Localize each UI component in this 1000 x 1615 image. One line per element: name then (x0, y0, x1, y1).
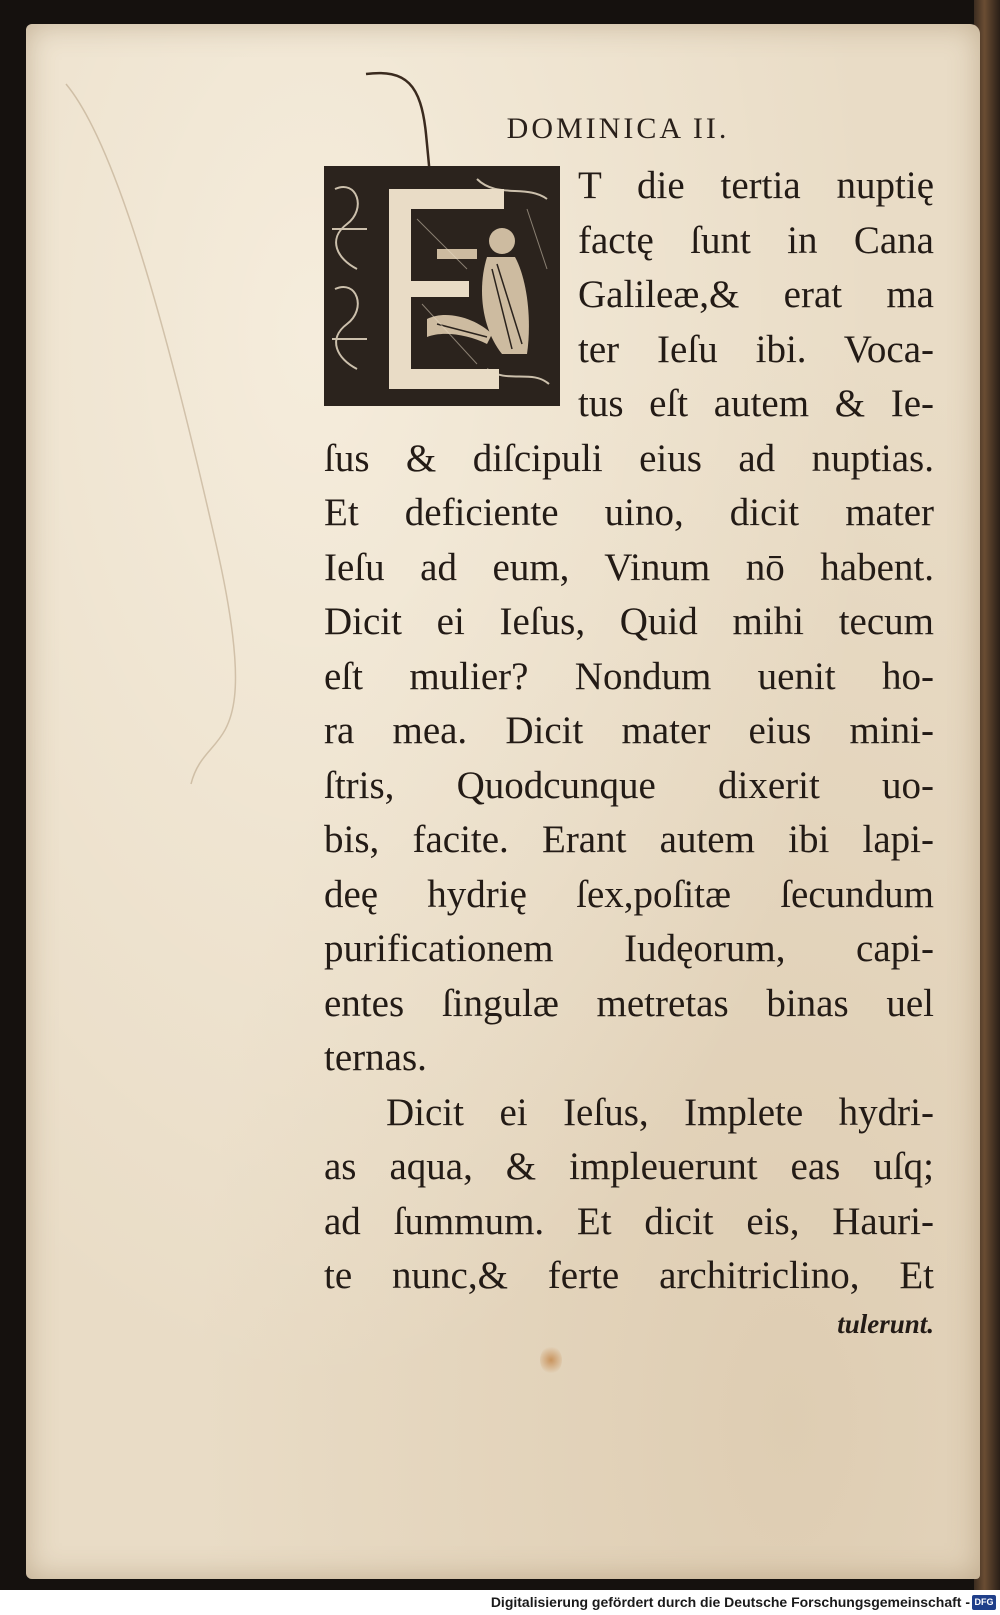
text-line-6: ſus & diſcipuli eius ad nuptias. (324, 436, 934, 480)
text-line-10: eſt mulier? Nondum uenit ho- (324, 654, 934, 698)
text-line-18: Dicit ei Ieſus, Implete hydri- (386, 1090, 934, 1134)
digitization-footer (0, 1590, 1000, 1615)
text-line-4: ter Ieſu ibi. Voca- (578, 327, 934, 371)
paper-stain (540, 1346, 562, 1374)
text-line-8: Ieſu ad eum, Vinum nō habent. (324, 545, 934, 589)
catchword: tulerunt. (837, 1308, 934, 1339)
text-line-15: purificationem Iudęorum, capi- (324, 927, 934, 970)
text-line-19: as aqua, & impleuerunt eas uſq; (324, 1145, 934, 1188)
text-line-2: factę ſunt in Cana (578, 218, 934, 262)
dfg-logo-icon: DFG (972, 1595, 996, 1610)
main-text-block (324, 159, 934, 1344)
book-page (26, 24, 980, 1579)
text-line-11: ra mea. Dicit mater eius mini- (324, 709, 934, 752)
text-line-7: Et deficiente uino, dicit mater (324, 491, 934, 534)
text-line-1: T die tertia nuptię (578, 164, 934, 207)
funding-credit: Digitalisierung gefördert durch die Deutsche Forschungsgemeinschaft - (490, 1594, 970, 1610)
text-line-9: Dicit ei Ieſus, Quid mihi tecum (324, 600, 934, 643)
text-line-5: tus eſt autem & Ie- (578, 382, 934, 425)
text-line-20: ad ſummum. Et dicit eis, Hauri- (324, 1199, 934, 1243)
text-line-21: te nunc,& ferte architriclino, Et (324, 1254, 934, 1297)
text-line-17: ternas. (324, 1036, 427, 1079)
text-line-14: deę hydrię ſex,poſitæ ſecundum (324, 872, 934, 916)
text-line-16: entes ſingulæ metretas binas uel (324, 981, 934, 1025)
text-line-3: Galileæ,& erat ma (578, 273, 934, 316)
text-line-13: bis, facite. Erant autem ibi lapi- (324, 818, 934, 861)
text-line-12: ſtris, Quodcunque dixerit uo- (324, 763, 934, 807)
running-head: DOMINICA II. (506, 112, 730, 145)
